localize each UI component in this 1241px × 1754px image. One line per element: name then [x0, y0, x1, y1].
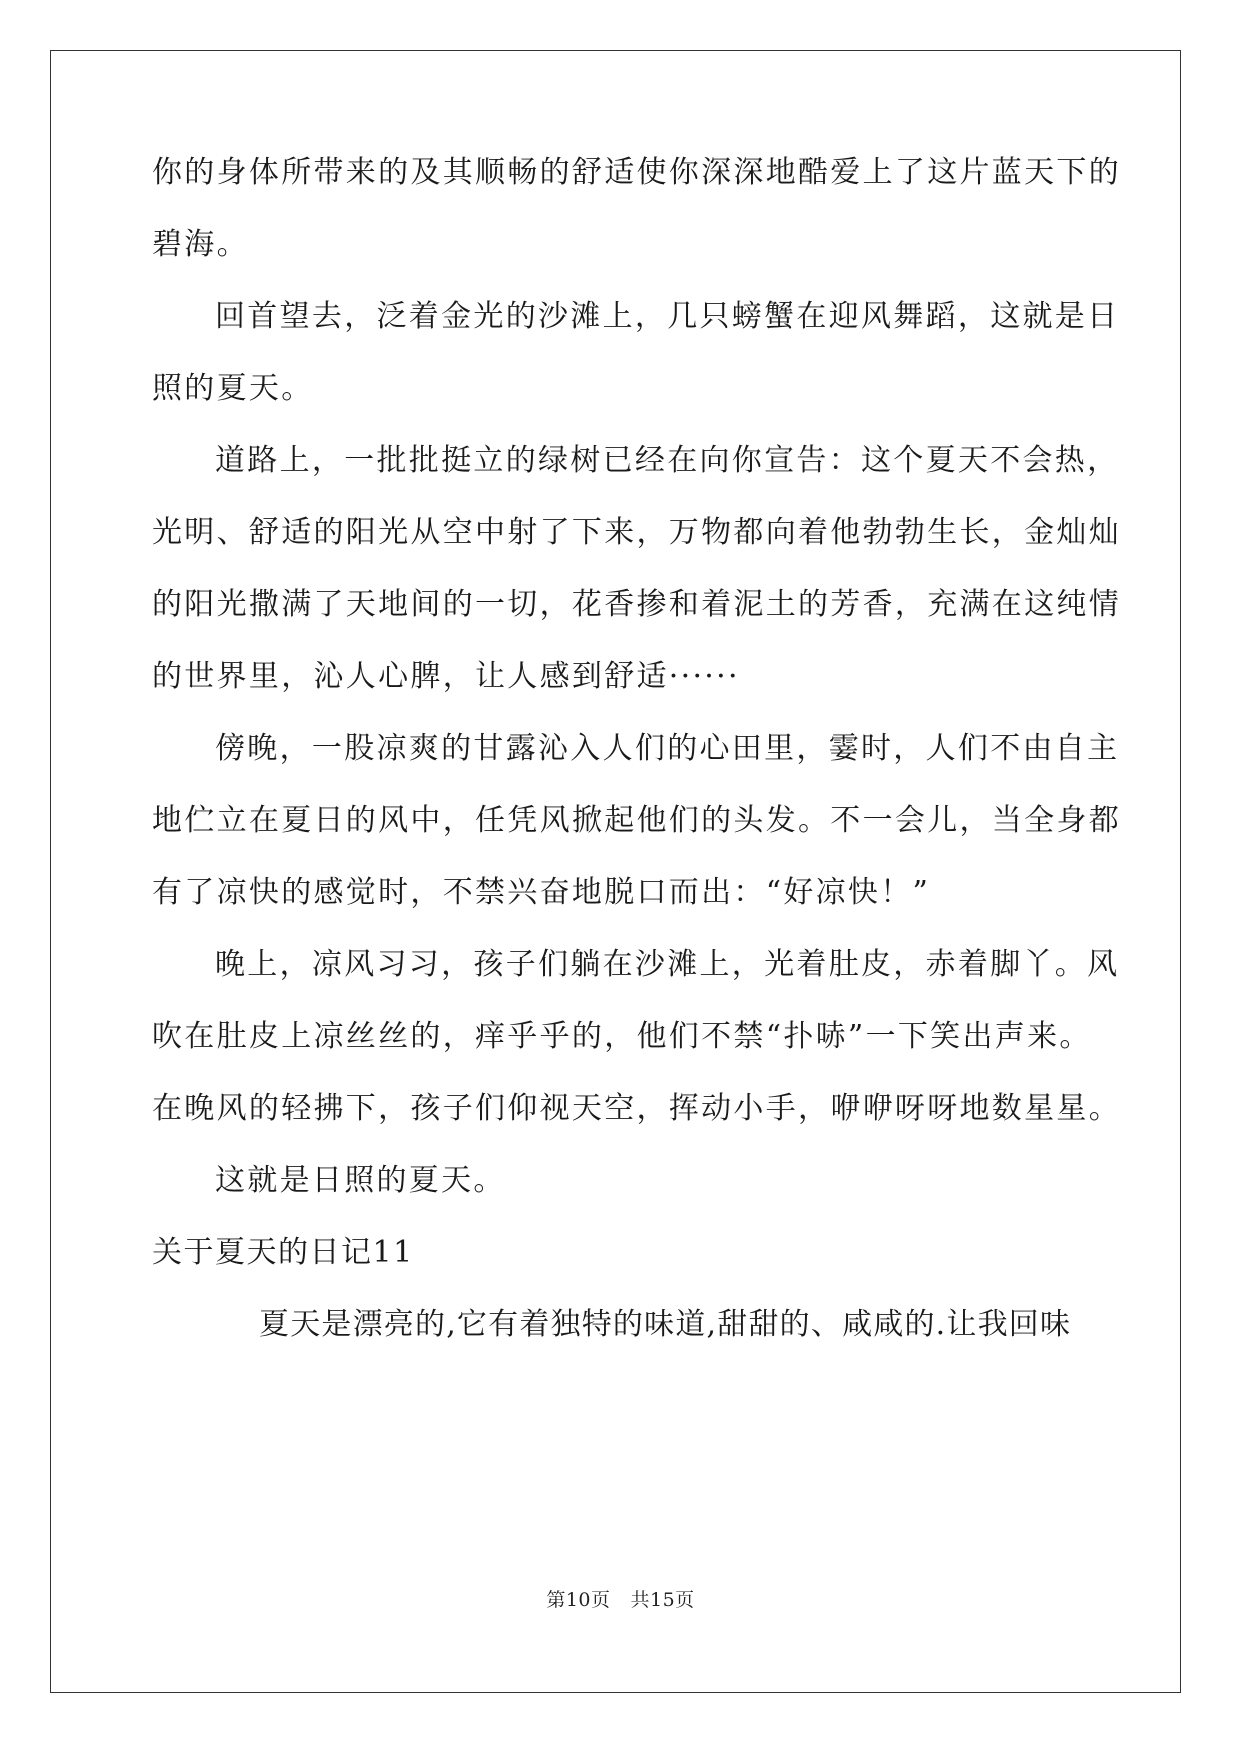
body-line: 吹在肚皮上凉丝丝的，痒乎乎的，他们不禁“扑哧”一下笑出声来。 [152, 1019, 1092, 1054]
body-line: 碧海。 [152, 227, 249, 262]
body-line: 的世界里，沁人心脾，让人感到舒适······ [152, 659, 740, 694]
section-title: 关于夏天的日记11 [152, 1235, 414, 1270]
body-line: 道路上，一批批挺立的绿树已经在向你宣告：这个夏天不会热， [215, 443, 1120, 478]
page-number: 第10页 [546, 1589, 611, 1611]
body-line: 晚上，凉风习习，孩子们躺在沙滩上，光着肚皮，赤着脚丫。风 [215, 947, 1120, 982]
body-line: 在晚风的轻拂下，孩子们仰视天空，挥动小手，咿咿呀呀地数星星。 [152, 1091, 1121, 1126]
page-total: 共15页 [630, 1589, 695, 1611]
page-footer [0, 1585, 1241, 1612]
body-line: 你的身体所带来的及其顺畅的舒适使你深深地酷爱上了这片蓝天下的 [152, 155, 1121, 190]
body-line: 夏天是漂亮的,它有着独特的味道,甜甜的、咸咸的.让我回味 [259, 1307, 1072, 1342]
body-line: 有了凉快的感觉时，不禁兴奋地脱口而出：“好凉快！” [152, 875, 931, 910]
body-line: 傍晚，一股凉爽的甘露沁入人们的心田里，霎时，人们不由自主 [215, 731, 1120, 766]
body-line: 的阳光撒满了天地间的一切，花香掺和着泥土的芳香，充满在这纯情 [152, 587, 1121, 622]
body-line: 这就是日照的夏天。 [215, 1163, 506, 1198]
body-line: 地伫立在夏日的风中，任凭风掀起他们的头发。不一会儿，当全身都 [152, 803, 1121, 838]
body-line: 回首望去，泛着金光的沙滩上，几只螃蟹在迎风舞蹈，这就是日 [215, 299, 1120, 334]
body-line: 光明、舒适的阳光从空中射了下来，万物都向着他勃勃生长，金灿灿 [152, 515, 1121, 550]
body-line: 照的夏天。 [152, 371, 314, 406]
